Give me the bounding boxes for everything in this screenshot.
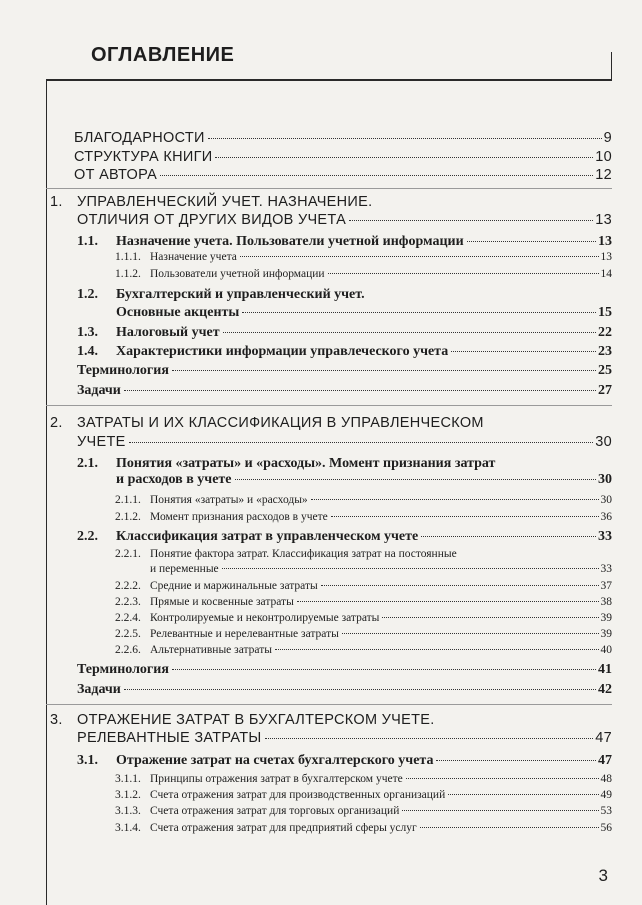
entry-page: 48 bbox=[600, 773, 612, 785]
entry-title: Счета отражения затрат для предприятий сферы услуг bbox=[150, 822, 417, 834]
entry-title: Характеристики информации управлеческого учета bbox=[116, 344, 449, 359]
section-number: 1.2. bbox=[77, 287, 98, 302]
entry-page: 30 bbox=[595, 434, 612, 450]
dot-leader bbox=[129, 441, 594, 443]
toc-entry-3-1-1[interactable] bbox=[150, 773, 612, 785]
subsection-number: 3.1.1. bbox=[115, 773, 141, 785]
subsection-number: 1.1.2. bbox=[115, 268, 141, 280]
entry-title: Пользователи учетной информации bbox=[150, 268, 325, 280]
toc-entry-acknowledgements[interactable] bbox=[74, 130, 612, 146]
dot-leader bbox=[402, 809, 598, 811]
dot-leader bbox=[275, 648, 599, 650]
subsection-number: 2.1.1. bbox=[115, 494, 141, 506]
dot-leader bbox=[160, 174, 593, 176]
entry-title: Налоговый учет bbox=[116, 325, 220, 340]
subsection-number: 2.2.6. bbox=[115, 644, 141, 656]
right-rule bbox=[611, 52, 612, 80]
entry-page: 13 bbox=[598, 234, 612, 249]
entry-page: 13 bbox=[595, 212, 612, 228]
entry-title: ОТ АВТОРА bbox=[74, 167, 158, 183]
entry-title: БЛАГОДАРНОСТИ bbox=[74, 130, 205, 146]
toc-entry-terminology-1[interactable] bbox=[77, 363, 612, 379]
dot-leader bbox=[406, 777, 599, 779]
entry-title: Задачи bbox=[77, 682, 121, 697]
entry-page: 49 bbox=[600, 789, 612, 801]
entry-title: Счета отражения затрат для торговых организаций bbox=[150, 805, 400, 817]
entry-page: 14 bbox=[600, 268, 612, 280]
entry-title: УЧЕТЕ bbox=[77, 434, 126, 450]
dot-leader bbox=[124, 389, 596, 391]
dot-leader bbox=[208, 137, 602, 139]
dot-leader bbox=[349, 219, 593, 221]
toc-entry-3-1-4[interactable] bbox=[150, 822, 612, 834]
entry-title: Назначение учета. Пользователи учетной информации bbox=[116, 234, 464, 249]
subsection-number: 2.1.2. bbox=[115, 511, 141, 523]
dot-leader bbox=[420, 826, 599, 828]
entry-title: Контролируемые и неконтролируемые затраты bbox=[150, 612, 380, 624]
entry-page: 56 bbox=[600, 822, 612, 834]
dot-leader bbox=[297, 600, 599, 602]
dot-leader bbox=[382, 616, 598, 618]
entry-page: 10 bbox=[595, 149, 612, 165]
section-number: 2.1. bbox=[77, 456, 98, 471]
dot-leader bbox=[172, 668, 596, 670]
entry-page: 47 bbox=[598, 753, 612, 768]
toc-entry-2-2-3[interactable] bbox=[150, 596, 612, 608]
toc-entry-chapter-3[interactable] bbox=[77, 730, 612, 746]
entry-title: Задачи bbox=[77, 383, 121, 398]
top-rule bbox=[46, 79, 612, 81]
entry-title: Терминология bbox=[77, 662, 169, 677]
section-number: 3.1. bbox=[77, 753, 98, 768]
entry-page: 33 bbox=[598, 529, 612, 544]
toc-entry-1-4[interactable] bbox=[116, 344, 612, 360]
section-title-line: Понятия «затраты» и «расходы». Момент признания затрат bbox=[116, 456, 496, 471]
toc-entry-tasks-1[interactable] bbox=[77, 383, 612, 399]
chapter-number: 3. bbox=[50, 712, 63, 728]
section-number: 1.3. bbox=[77, 325, 98, 340]
toc-entry-3-1-2[interactable] bbox=[150, 789, 612, 801]
dot-leader bbox=[242, 311, 596, 313]
entry-page: 41 bbox=[598, 662, 612, 677]
section-divider bbox=[46, 188, 612, 189]
dot-leader bbox=[215, 156, 593, 158]
toc-entry-terminology-2[interactable] bbox=[77, 662, 612, 678]
section-number: 2.2. bbox=[77, 529, 98, 544]
toc-entry-2-1-1[interactable] bbox=[150, 494, 612, 506]
entry-page: 39 bbox=[600, 612, 612, 624]
entry-page: 33 bbox=[600, 563, 612, 575]
section-divider bbox=[46, 704, 612, 705]
entry-title: Релевантные и нерелевантные затраты bbox=[150, 628, 339, 640]
chapter-title-line: ОТРАЖЕНИЕ ЗАТРАТ В БУХГАЛТЕРСКОМ УЧЕТЕ. bbox=[77, 712, 435, 728]
entry-title: и расходов в учете bbox=[116, 472, 232, 487]
entry-page: 38 bbox=[600, 596, 612, 608]
entry-page: 27 bbox=[598, 383, 612, 398]
dot-leader bbox=[222, 567, 599, 569]
toc-entry-book-structure[interactable] bbox=[74, 149, 612, 165]
entry-page: 9 bbox=[603, 130, 612, 146]
dot-leader bbox=[223, 331, 596, 333]
entry-title: Понятия «затраты» и «расходы» bbox=[150, 494, 308, 506]
subsection-number: 2.2.5. bbox=[115, 628, 141, 640]
page-number: 3 bbox=[598, 866, 608, 885]
dot-leader bbox=[265, 737, 594, 739]
entry-title: Назначение учета bbox=[150, 251, 237, 263]
dot-leader bbox=[451, 350, 596, 352]
chapter-title-line: ЗАТРАТЫ И ИХ КЛАССИФИКАЦИЯ В УПРАВЛЕНЧЕСКОМ bbox=[77, 415, 484, 431]
subsection-number: 2.2.1. bbox=[115, 548, 141, 560]
entry-title: Прямые и косвенные затраты bbox=[150, 596, 294, 608]
entry-title: СТРУКТУРА КНИГИ bbox=[74, 149, 213, 165]
dot-leader bbox=[421, 535, 596, 537]
dot-leader bbox=[240, 255, 599, 257]
dot-leader bbox=[321, 584, 599, 586]
subsection-number: 2.2.3. bbox=[115, 596, 141, 608]
dot-leader bbox=[124, 688, 596, 690]
entry-title: Момент признания расходов в учете bbox=[150, 511, 328, 523]
entry-title: Средние и маржинальные затраты bbox=[150, 580, 318, 592]
toc-entry-2-1[interactable] bbox=[116, 472, 612, 488]
entry-title: Отражение затрат на счетах бухгалтерского учета bbox=[116, 753, 434, 768]
chapter-number: 2. bbox=[50, 415, 63, 431]
toc-entry-3-1[interactable] bbox=[116, 753, 612, 769]
subsection-number: 2.2.4. bbox=[115, 612, 141, 624]
subsection-number: 2.2.2. bbox=[115, 580, 141, 592]
section-number: 1.4. bbox=[77, 344, 98, 359]
entry-page: 30 bbox=[600, 494, 612, 506]
chapter-title-line: УПРАВЛЕНЧЕСКИЙ УЧЕТ. НАЗНАЧЕНИЕ. bbox=[77, 194, 373, 210]
toc-entry-3-1-3[interactable] bbox=[150, 805, 612, 817]
entry-page: 15 bbox=[598, 305, 612, 320]
entry-page: 23 bbox=[598, 344, 612, 359]
toc-entry-2-2[interactable] bbox=[116, 529, 612, 545]
subsection-number: 3.1.2. bbox=[115, 789, 141, 801]
toc-entry-1-3[interactable] bbox=[116, 325, 612, 341]
entry-title: Терминология bbox=[77, 363, 169, 378]
entry-page: 36 bbox=[600, 511, 612, 523]
dot-leader bbox=[328, 272, 599, 274]
toc-entry-2-2-5[interactable] bbox=[150, 628, 612, 640]
entry-page: 53 bbox=[600, 805, 612, 817]
subsection-title-line: Понятие фактора затрат. Классификация затрат на постоянные bbox=[150, 548, 457, 560]
entry-page: 12 bbox=[595, 167, 612, 183]
entry-title: Принципы отражения затрат в бухгалтерском учете bbox=[150, 773, 403, 785]
chapter-number: 1. bbox=[50, 194, 63, 210]
dot-leader bbox=[331, 515, 599, 517]
dot-leader bbox=[235, 478, 597, 480]
toc-entry-2-1-2[interactable] bbox=[150, 511, 612, 523]
toc-entry-2-2-2[interactable] bbox=[150, 580, 612, 592]
entry-title: ОТЛИЧИЯ ОТ ДРУГИХ ВИДОВ УЧЕТА bbox=[77, 212, 347, 228]
entry-page: 22 bbox=[598, 325, 612, 340]
subsection-number: 3.1.3. bbox=[115, 805, 141, 817]
section-number: 1.1. bbox=[77, 234, 98, 249]
entry-title: Счета отражения затрат для производственных организаций bbox=[150, 789, 446, 801]
entry-title: Основные акценты bbox=[116, 305, 240, 320]
toc-entry-1-1-2[interactable] bbox=[150, 268, 612, 280]
dot-leader bbox=[311, 498, 599, 500]
entry-title: Альтернативные затраты bbox=[150, 644, 272, 656]
entry-page: 37 bbox=[600, 580, 612, 592]
dot-leader bbox=[436, 759, 596, 761]
subsection-number: 1.1.1. bbox=[115, 251, 141, 263]
toc-entry-chapter-1[interactable] bbox=[77, 212, 612, 228]
entry-page: 25 bbox=[598, 363, 612, 378]
entry-page: 30 bbox=[598, 472, 612, 487]
toc-entry-tasks-2[interactable] bbox=[77, 682, 612, 698]
entry-page: 13 bbox=[600, 251, 612, 263]
entry-title: Классификация затрат в управленческом учете bbox=[116, 529, 419, 544]
entry-title: и переменные bbox=[150, 563, 219, 575]
subsection-number: 3.1.4. bbox=[115, 822, 141, 834]
left-rule bbox=[46, 79, 47, 905]
dot-leader bbox=[172, 369, 596, 371]
dot-leader bbox=[342, 632, 599, 634]
dot-leader bbox=[467, 240, 596, 242]
toc-entry-from-author[interactable] bbox=[74, 167, 612, 183]
entry-page: 40 bbox=[600, 644, 612, 656]
toc-entry-2-2-1[interactable] bbox=[150, 563, 612, 575]
section-title-line: Бухгалтерский и управленческий учет. bbox=[116, 287, 365, 302]
section-divider bbox=[46, 405, 612, 406]
entry-title: РЕЛЕВАНТНЫЕ ЗАТРАТЫ bbox=[77, 730, 262, 746]
toc-entry-2-2-6[interactable] bbox=[150, 644, 612, 656]
toc-entry-1-1-1[interactable] bbox=[150, 251, 612, 263]
page-title: ОГЛАВЛЕНИЕ bbox=[91, 44, 235, 66]
dot-leader bbox=[448, 793, 598, 795]
entry-page: 39 bbox=[600, 628, 612, 640]
entry-page: 47 bbox=[595, 730, 612, 746]
entry-page: 42 bbox=[598, 682, 612, 697]
toc-entry-1-2[interactable] bbox=[116, 305, 612, 321]
toc-entry-2-2-4[interactable] bbox=[150, 612, 612, 624]
toc-entry-chapter-2[interactable] bbox=[77, 434, 612, 450]
toc-entry-1-1[interactable] bbox=[116, 234, 612, 250]
